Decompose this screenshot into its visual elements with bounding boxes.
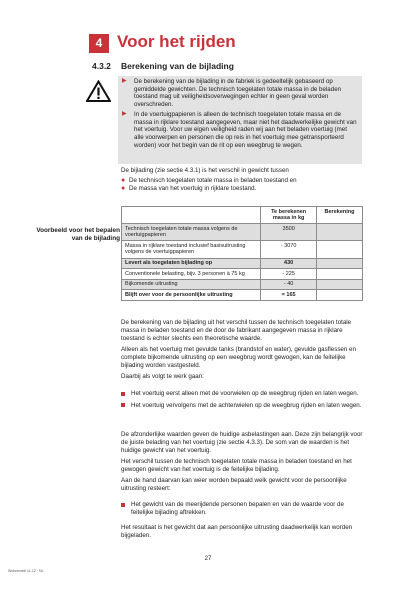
warning-item <box>122 111 358 150</box>
table-header-cell: Te berekenen massa in kg <box>261 207 317 224</box>
table-cell-calc <box>317 290 363 301</box>
section-number: 4.3.2 <box>92 61 111 71</box>
square-bullet-icon <box>121 501 131 517</box>
list-item <box>121 185 361 193</box>
table-cell-value: = 165 <box>261 290 317 301</box>
table-cell-calc <box>317 269 363 280</box>
warning-item <box>122 78 358 109</box>
table-cell-value: 430 <box>261 258 317 269</box>
square-bullet-icon <box>121 390 131 399</box>
table-cell-calc <box>317 258 363 269</box>
table-row <box>122 290 363 301</box>
table-header-cell <box>122 207 261 224</box>
table-row <box>122 224 363 241</box>
dot-list <box>121 177 361 193</box>
table-cell-calc <box>317 279 363 290</box>
table-cell-label: Massa in rijklare toestand inclusief basisuitrusting volgens de voertuigpapieren <box>122 241 261 258</box>
list-item <box>121 177 361 185</box>
chapter-title: Voor het rijden <box>117 32 236 51</box>
list-item <box>121 402 363 411</box>
table-cell-value: - 40 <box>261 279 317 290</box>
table-cell-label: Levert als toegelaten bijlading op <box>122 258 261 269</box>
triangle-bullet-icon: ▶ <box>122 110 127 117</box>
list-item <box>121 501 363 517</box>
table-cell-value: 3500 <box>261 224 317 241</box>
table-row <box>122 241 363 258</box>
list-item-text: De technisch toegelaten totale massa in beladen toestand en <box>129 177 297 184</box>
paragraph: Alleen als het voertuig met gevulde tanks (brandstof en water), gevulde gasflessen en complete bijkomende uitrusting op een weegbrug wordt gewogen, kan de feitelijke bijlading worden vastgesteld. <box>121 346 356 369</box>
table-header-row <box>122 207 363 224</box>
table-cell-value: - 3070 <box>261 241 317 258</box>
step-list <box>121 390 363 413</box>
list-item <box>121 390 363 399</box>
paragraph: De afzonderlijke waarden geven de huidige asbelastingen aan. Deze zijn belangrijk voor de juiste belading van het voertuig (zie sectie 4.3.3). De som van de waarden is het huidige gewicht van het voertuig. <box>121 431 363 454</box>
step-list <box>121 501 363 520</box>
paragraph: Aan de hand daarvan kan weer worden bepaald welk gewicht voor de persoonlijke uitrusting resteert: <box>121 477 347 492</box>
table-cell-calc <box>317 224 363 241</box>
table-header-cell: Berekening <box>317 207 363 224</box>
table-cell-label: Technisch toegelaten totale massa volgens de voertuigpapieren <box>122 224 261 241</box>
table-cell-label: Conventionele belasting, bijv. 3 personen à 75 kg <box>122 269 261 280</box>
table-row <box>122 279 363 290</box>
dot-bullet-icon: ● <box>121 177 126 184</box>
payload-table <box>121 206 363 301</box>
list-item-text: Het gewicht van de meerijdende personen bepalen en van de waarde voor de feitelijke bijlading aftrekken. <box>131 501 344 516</box>
list-item-text: Het voertuig vervolgens met de achterwielen op de weegbrug rijden en laten wegen. <box>131 401 362 409</box>
section-title: Berekening van de bijlading <box>121 61 234 71</box>
paragraph: De berekening van de bijlading uit het verschil tussen de technisch toegelaten totale massa in beladen toestand en de door de fabrikant aangegeven massa in rijklare toestand is echter slechts een theoretische waarde. <box>121 319 352 342</box>
list-item-text: De massa van het voertuig in rijklare toestand. <box>129 184 257 192</box>
warning-triangle-icon <box>86 80 111 102</box>
warning-text: De berekening van de bijlading in de fabriek is gedeeltelijk gebaseerd op gemiddelde gewichten. De technisch toegelaten totale massa in de beladen toestand mag uit veiligheidsoverwegingen echter in geen geval worden overschreden. <box>134 78 342 109</box>
table-row <box>122 258 363 269</box>
warning-box <box>118 76 362 164</box>
table-cell-label: Bijkomende uitrusting <box>122 279 261 290</box>
dot-bullet-icon: ● <box>121 184 126 192</box>
triangle-bullet-icon: ▶ <box>122 78 127 84</box>
table-row <box>122 269 363 280</box>
table-cell-value: - 225 <box>261 269 317 280</box>
table-cell-calc <box>317 241 363 258</box>
list-item-text: Het voertuig eerst alleen met de voorwielen op de weegbrug rijden en laten wegen. <box>131 390 359 397</box>
footer-code: Wohnmobil 11-12 · NL <box>8 569 44 573</box>
warning-text: In de voertuigpapieren is alleen de technisch toegelaten totale massa en de massa in rijklare toestand aangegeven, maar niet het daadwerkelijke gewicht van het voertuig. Voor uw eigen veiligheid raden wij aan het beladen voertuig (met alle voorwerpen en personen die op reis in het voertuig mee getransporteerd worden) voor het begin van de rit op een weegbrug te wegen. <box>134 110 357 149</box>
square-bullet-icon <box>121 402 131 411</box>
paragraph: Daarbij als volgt te werk gaan: <box>121 373 204 380</box>
page-number: 27 <box>204 556 212 562</box>
chapter-number-badge: 4 <box>89 34 109 53</box>
paragraph: Het verschil tussen de technisch toegelaten totale massa in beladen toestand en het gewogen gewicht van het voertuig is de feitelijke bijlading. <box>121 458 352 473</box>
paragraph: Het resultaat is het gewicht dat aan persoonlijke uitrusting daadwerkelijk kan worden bijgeladen. <box>121 524 353 539</box>
side-label: Voorbeeld voor het bepalen van de bijlading <box>36 227 120 243</box>
intro-paragraph: De bijlading (zie sectie 4.3.1) is het verschil in gewicht tussen <box>121 167 289 174</box>
table-cell-label: Blijft over voor de persoonlijke uitrusting <box>122 290 261 301</box>
